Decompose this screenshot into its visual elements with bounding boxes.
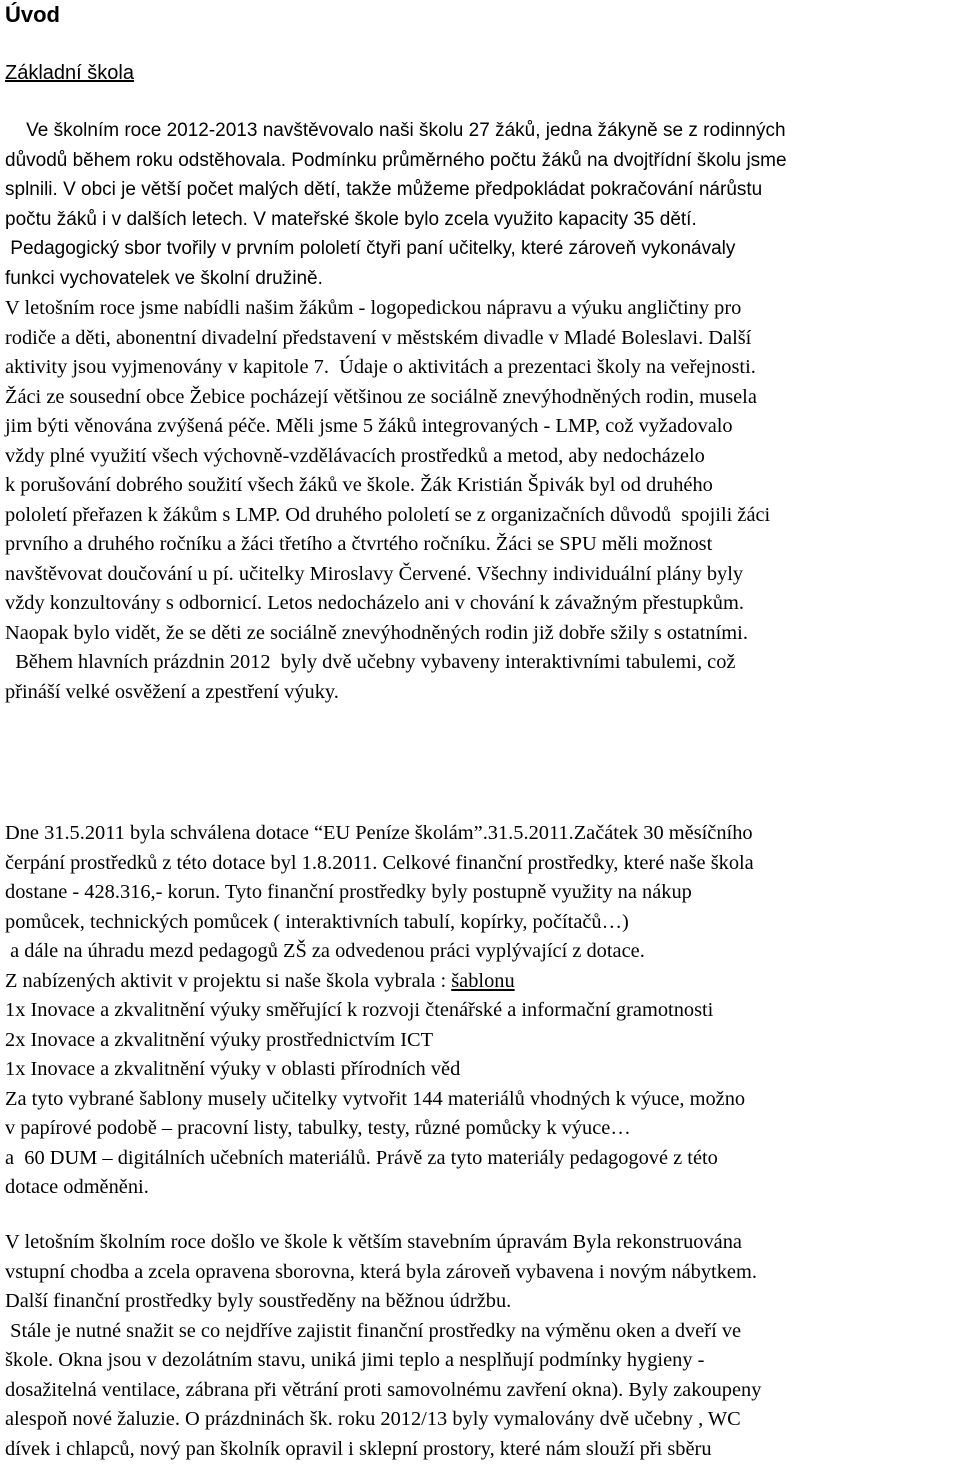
line-text: Stále je nutné snažit se co nejdříve zajistit finanční prostředky na výměnu oken a dveří ve (5, 1319, 742, 1342)
text-line (5, 1143, 718, 1173)
line-text: k porušování dobrého soužití všech žáků ve škole. Žák Kristián Špivák byl od druhého (5, 474, 713, 496)
text-line (5, 1434, 712, 1464)
text-line (5, 175, 762, 205)
line-text: Dne 31.5.2011 byla schválena dotace “EU Peníze školám”.31.5.2011.Začátek 30 měsíčního (5, 822, 753, 844)
text-line (5, 146, 787, 176)
line-text: dostane - 428.316,- korun. Tyto finanční prostředky byly postupně využity na nákup (5, 881, 692, 903)
line-text: a 60 DUM – digitálních učebních materiálů. Právě za tyto materiály pedagogové z této (5, 1146, 718, 1169)
text-line (5, 116, 786, 146)
text-line (5, 1316, 741, 1346)
line-text: navštěvovat doučování u pí. učitelky Miroslavy Červené. Všechny individuální plány byly (5, 562, 744, 585)
line-text: pomůcek, technických pomůcek ( interaktivních tabulí, kopírky, počítačů…) (5, 910, 629, 933)
line-text: a dále na úhradu mezd pedagogů ZŠ za odvedenou práci vyplývající z dotace. (5, 940, 645, 962)
text-line (5, 1257, 757, 1287)
text-line (5, 500, 770, 530)
text-line (5, 1113, 631, 1143)
page-title: Úvod (5, 2, 60, 27)
text-line (5, 382, 757, 412)
line-text: dosažitelná ventilace, zábrana při větrání proti samovolnému zavření okna). Byly zakoupeny (5, 1378, 762, 1401)
text-line (5, 205, 697, 235)
line-text: 1x Inovace a zkvalitnění výuky v oblasti přírodních věd (5, 1058, 461, 1080)
line-text: Za tyto vybrané šablony musely učitelky vytvořit 144 materiálů vhodných k výuce, možno (5, 1087, 746, 1110)
text-line (5, 618, 748, 648)
text-line (5, 936, 645, 966)
line-text: Pedagogický sbor tvořily v prvním pololetí čtyři paní učitelky, které zároveň vykonávaly (5, 238, 736, 259)
line-text: škole. Okna jsou v dezolátním stavu, uniká jimi teplo a nesplňují podmínky hygieny - (5, 1349, 705, 1371)
text-line (5, 529, 712, 559)
line-text: čerpání prostředků z této dotace byl 1.8.2011. Celkové finanční prostředky, které naše škola (5, 851, 754, 874)
line-text: Z nabízených aktivit v projektu si naše škola vybrala : (5, 969, 452, 992)
line-text: Ve školním roce 2012-2013 navštěvovalo naši školu 27 žáků, jedna žákyně se z rodinných (5, 120, 786, 141)
text-line (5, 559, 743, 589)
line-text: vždy konzultovány s odbornicí. Letos nedocházelo ani v chování k závažným přestupkům. (5, 592, 744, 614)
text-line (5, 441, 705, 471)
line-text: 2x Inovace a zkvalitnění výuky prostřednictvím ICT (5, 1028, 434, 1051)
line-text: alespoň nové žaluzie. O prázdninách šk. roku 2012/13 byly vymalovány dvě učebny , WC (5, 1408, 741, 1430)
text-line (5, 293, 741, 323)
line-text: V letošním roce jsme nabídli našim žákům - logopedickou nápravu a výuku angličtiny pro (5, 297, 742, 319)
text-line (5, 1375, 761, 1405)
text-line (5, 1172, 149, 1202)
text-line (5, 1084, 745, 1114)
text-line (5, 966, 515, 996)
line-text: počtu žáků i v dalších letech. V mateřské škole bylo zcela využito kapacity 35 dětí. (5, 208, 697, 230)
text-line (5, 647, 735, 677)
text-line (5, 352, 756, 382)
text-line (5, 1054, 460, 1084)
underlined-term: šablonu (451, 969, 515, 992)
line-text: dívek i chlapců, nový pan školník opravil i sklepní prostory, které nám slouží při sběru (5, 1437, 712, 1460)
line-text: Naopak bylo vidět, že se děti ze sociálně znevýhodněných rodin již dobře sžily s ostatními. (5, 621, 748, 644)
section-title: Základní škola (5, 62, 134, 84)
line-text: aktivity jsou vyjmenovány v kapitole 7. Údaje o aktivitách a prezentaci školy na veřejnosti. (5, 356, 756, 378)
text-line (5, 1286, 511, 1316)
text-line (5, 470, 713, 500)
line-text: V letošním školním roce došlo ve škole k větším stavebním úpravám Byla rekonstruována (5, 1231, 742, 1253)
line-text: prvního a druhého ročníku a žáci třetího a čtvrtého ročníku. Žáci se SPU měli možnost (5, 533, 713, 555)
text-line (5, 323, 751, 353)
text-line (5, 818, 753, 848)
text-line (5, 1025, 433, 1055)
text-line (5, 588, 744, 618)
text-line (5, 234, 735, 264)
line-text: 1x Inovace a zkvalitnění výuky směřující k rozvoji čtenářské a informační gramotnosti (5, 999, 714, 1021)
text-line (5, 907, 629, 937)
text-line (5, 264, 323, 294)
line-text: pololetí přeřazen k žákům s LMP. Od druhého pololetí se z organizačních důvodů spojili žáci (5, 503, 771, 526)
line-text: dotace odměněni. (5, 1176, 149, 1198)
text-line (5, 411, 733, 441)
text-line (5, 1345, 704, 1375)
line-text: splnili. V obci je větší počet malých dětí, takže můžeme předpokládat pokračování nárůstu (5, 179, 763, 200)
line-text: Další finanční prostředky byly soustředěny na běžnou údržbu. (5, 1290, 512, 1312)
line-text: přináší velké osvěžení a zpestření výuky. (5, 680, 339, 703)
text-line (5, 1404, 741, 1434)
line-text: funkci vychovatelek ve školní družině. (5, 267, 323, 289)
line-text: rodiče a děti, abonentní divadelní představení v městském divadle v Mladé Boleslavi. Další (5, 326, 752, 349)
line-text: vždy plné využití všech výchovně-vzdělávacích prostředků a metod, aby nedocházelo (5, 444, 705, 467)
text-line (5, 877, 692, 907)
text-line (5, 848, 754, 878)
text-line (5, 677, 339, 707)
text-line (5, 995, 713, 1025)
line-text: jim býti věnována zvýšená péče. Měli jsme 5 žáků integrovaných - LMP, což vyžadovalo (5, 415, 733, 437)
line-text: Během hlavních prázdnin 2012 byly dvě učebny vybaveny interaktivními tabulemi, což (5, 651, 736, 673)
line-text: vstupní chodba a zcela opravena sborovna, která byla zároveň vybavena i novým nábytkem. (5, 1260, 757, 1283)
text-line (5, 1227, 742, 1257)
line-text: důvodů během roku odstěhovala. Podmínku průměrného počtu žáků na dvojtřídní školu jsme (5, 149, 787, 171)
line-text: v papírové podobě – pracovní listy, tabulky, testy, různé pomůcky k výuce… (5, 1117, 631, 1139)
line-text: Žáci ze sousední obce Žebice pocházejí většinou ze sociálně znevýhodněných rodin, musela (5, 385, 757, 408)
